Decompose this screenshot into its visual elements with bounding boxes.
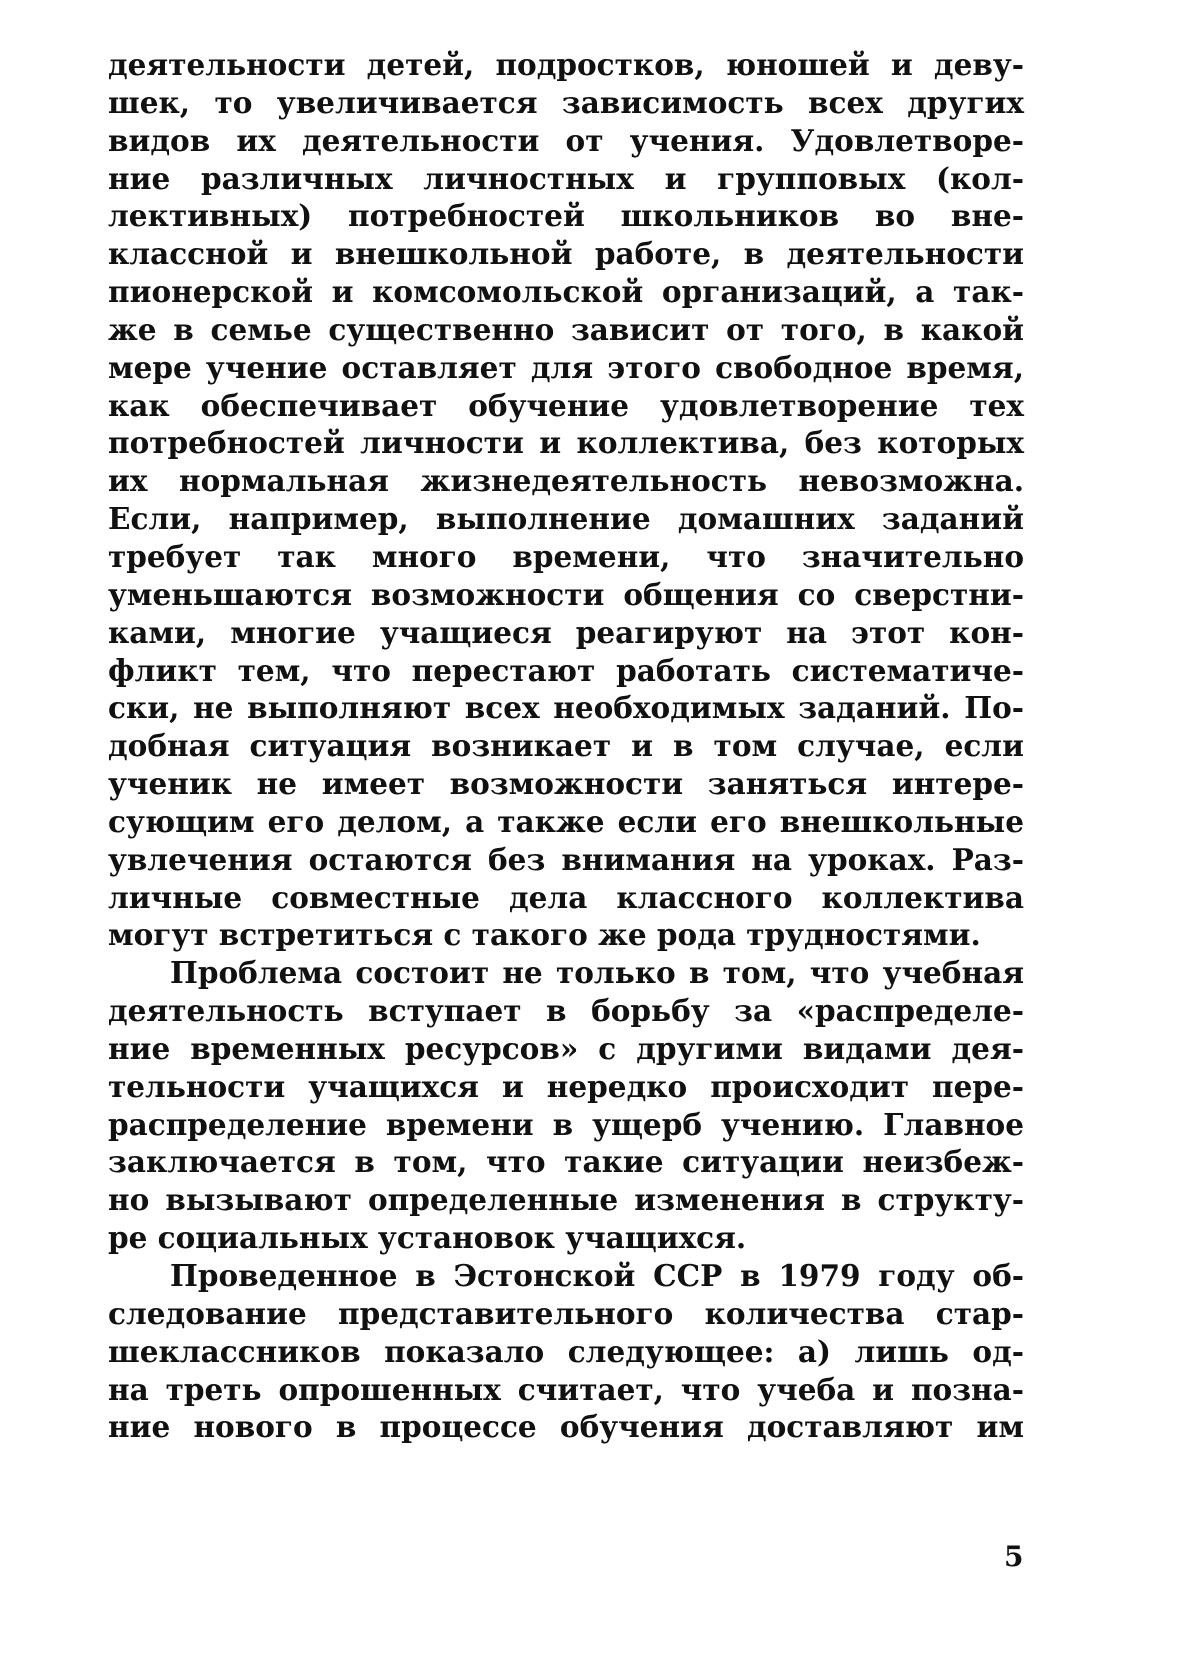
text-line: их нормальная жизнедеятельность невозможна. — [108, 463, 1024, 499]
text-line: ски, не выполняют всех необходимых заданий. По- — [108, 690, 1024, 726]
text-line: заключается в том, что такие ситуации неизбеж- — [108, 1144, 1024, 1180]
text-line: добная ситуация возникает и в том случае, если — [108, 728, 1024, 764]
text-line: на треть опрошенных считает, что учеба и позна- — [108, 1371, 1024, 1407]
text-line: как обеспечивает обучение удовлетворение тех — [108, 387, 1024, 423]
text-line: ре социальных установок учащихся. — [108, 1220, 747, 1256]
text-line: требует так много времени, что значительно — [108, 538, 1024, 574]
paragraph-3 — [108, 1257, 1024, 1446]
text-line: ние временных ресурсов» с другими видами дея- — [108, 1030, 1024, 1066]
paragraph-1 — [108, 46, 1024, 954]
text-line: пионерской и комсомольской организаций, а так- — [108, 274, 1024, 310]
text-line: сующим его делом, а также если его внешкольные — [108, 803, 1024, 839]
text-line: фликт тем, что перестают работать систематиче- — [108, 652, 1024, 688]
page-number: 5 — [1004, 1540, 1024, 1573]
paragraph-2 — [108, 954, 1024, 1257]
text-line: деятельности детей, подростков, юношей и деву- — [108, 47, 1024, 82]
text-line: распределение времени в ущерб учению. Главное — [108, 1106, 1024, 1142]
text-line: могут встретиться с такого же рода трудностями. — [108, 917, 981, 953]
text-line: потребностей личности и коллектива, без которых — [108, 425, 1024, 461]
page-body — [108, 46, 1024, 1446]
text-line: ками, многие учащиеся реагируют на этот кон- — [108, 614, 1024, 650]
text-line: ние различных личностных и групповых (кол- — [108, 160, 1024, 196]
text-line: личные совместные дела классного коллектива — [108, 879, 1024, 915]
text-line: Проведенное в Эстонской ССР в 1979 году об- — [170, 1258, 1024, 1293]
text-line: следование представительного количества стар- — [108, 1295, 1024, 1331]
text-line: уменьшаются возможности общения со сверстни- — [108, 576, 1024, 612]
text-line: тельности учащихся и нередко происходит пере- — [108, 1068, 1024, 1104]
text-line: мере учение оставляет для этого свободное время, — [108, 349, 1024, 385]
text-line: шек, то увеличивается зависимость всех других — [108, 84, 1024, 120]
text-line: ние нового в процессе обучения доставляют им — [108, 1409, 1024, 1445]
text-line: ученик не имеет возможности заняться интере- — [108, 766, 1024, 802]
text-line: классной и внешкольной работе, в деятельности — [108, 236, 1024, 272]
text-line: увлечения остаются без внимания на уроках. Раз- — [108, 841, 1024, 877]
text-line: же в семье существенно зависит от того, в какой — [108, 311, 1024, 347]
text-line: Если, например, выполнение домашних заданий — [108, 501, 1024, 537]
text-line: деятельность вступает в борьбу за «распределе- — [108, 993, 1024, 1029]
text-line: видов их деятельности от учения. Удовлетворе- — [108, 122, 1024, 158]
text-line: шеклассников показало следующее: а) лишь од- — [108, 1333, 1024, 1369]
text-line: Проблема состоит не только в том, что учебная — [170, 955, 1024, 991]
text-line: но вызывают определенные изменения в структу- — [108, 1182, 1024, 1218]
text-line: лективных) потребностей школьников во вне- — [108, 198, 1024, 234]
